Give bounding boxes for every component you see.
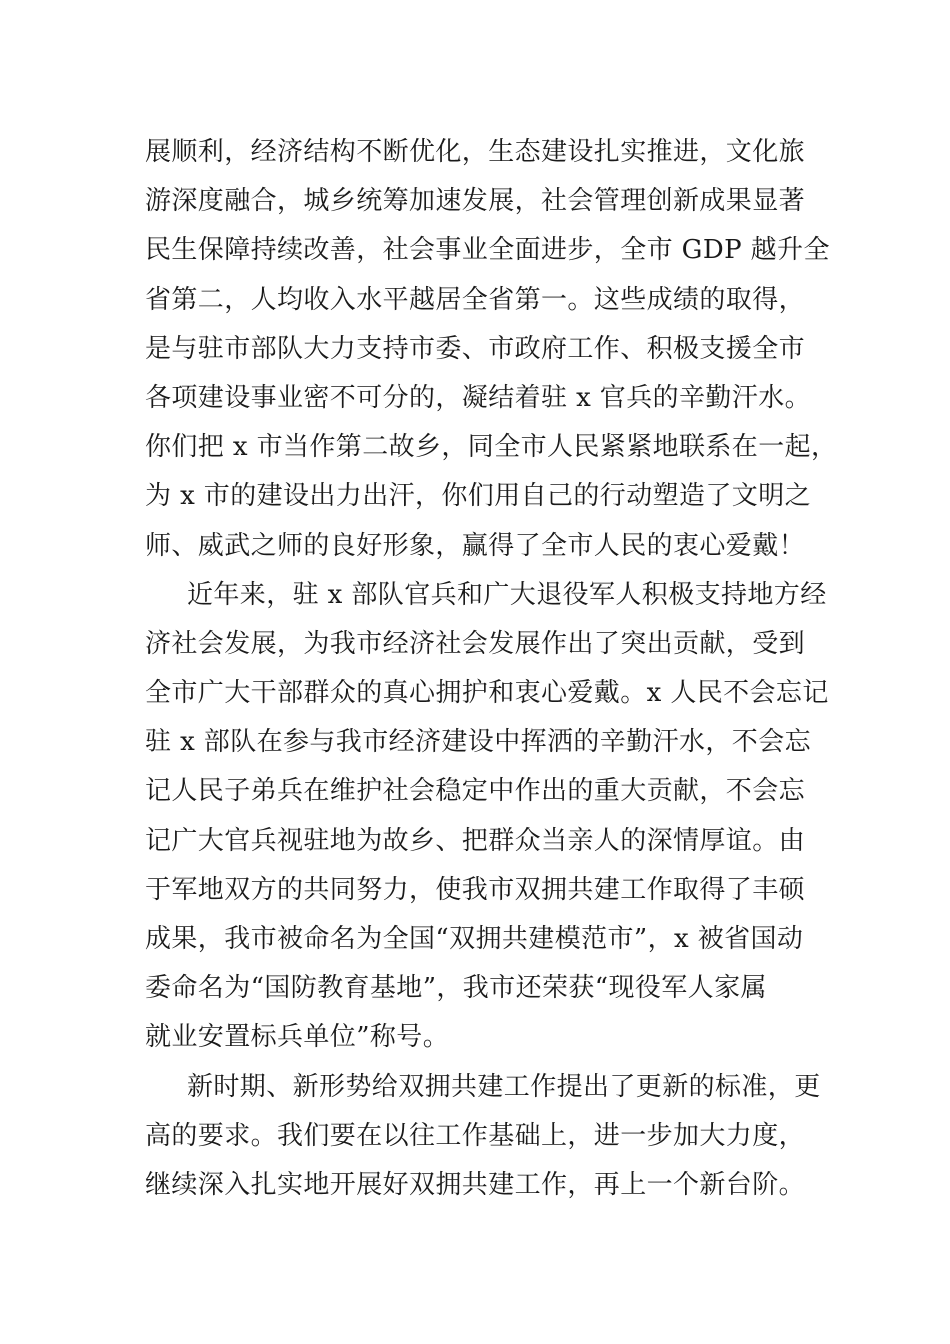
- text-line: 继续深入扎实地开展好双拥共建工作，再上一个新台阶。: [145, 1169, 806, 1200]
- text-line: 展顺利，经济结构不断优化，生态建设扎实推进，文化旅: [145, 137, 806, 167]
- paragraph-first-line: 新时期、新形势给双拥共建工作提出了更新的标准，更: [187, 1071, 821, 1102]
- text-line: 记广大官兵视驻地为故乡、把群众当亲人的深情厚谊。由: [145, 825, 806, 856]
- text-line: 就业安置标兵单位”称号。: [145, 1022, 450, 1053]
- text-line: 师、威武之师的良好形象，赢得了全市人民的衷心爱戴！: [145, 530, 806, 561]
- text-line: 高的要求。我们要在以往工作基础上，进一步加大力度，: [145, 1120, 806, 1151]
- paragraph-first-line: 近年来，驻 x 部队官兵和广大退役军人积极支持地方经: [187, 579, 827, 610]
- text-line: 成果，我市被命名为全国“双拥共建模范市”，x 被省国动: [145, 924, 804, 954]
- text-line: 济社会发展，为我市经济社会发展作出了突出贡献，受到: [145, 628, 806, 659]
- text-line: 省第二，人均收入水平越居全省第一。这些成绩的取得，: [145, 284, 806, 315]
- document-body: [145, 128, 838, 1210]
- text-line: 游深度融合，城乡统筹加速发展，社会管理创新成果显著: [145, 186, 806, 217]
- text-line: 民生保障持续改善，社会事业全面进步，全市 GDP 越升全: [145, 235, 830, 266]
- text-line: 于军地双方的共同努力，使我市双拥共建工作取得了丰硕: [145, 874, 806, 905]
- text-line: 全市广大干部群众的真心拥护和衷心爱戴。x 人民不会忘记: [145, 678, 829, 709]
- text-line: 记人民子弟兵在维护社会稳定中作出的重大贡献，不会忘: [145, 776, 806, 807]
- text-line: 你们把 x 市当作第二故乡，同全市人民紧紧地联系在一起，: [145, 432, 838, 463]
- text-line: 委命名为“国防教育基地”，我市还荣获“现役军人家属: [145, 973, 767, 1004]
- text-line: 各项建设事业密不可分的，凝结着驻 x 官兵的辛勤汗水。: [145, 382, 811, 413]
- text-line: 驻 x 部队在参与我市经济建设中挥洒的辛勤汗水，不会忘: [145, 727, 811, 758]
- text-line: 是与驻市部队大力支持市委、市政府工作、积极支援全市: [145, 333, 806, 364]
- text-line: 为 x 市的建设出力出汗，你们用自己的行动塑造了文明之: [145, 481, 811, 512]
